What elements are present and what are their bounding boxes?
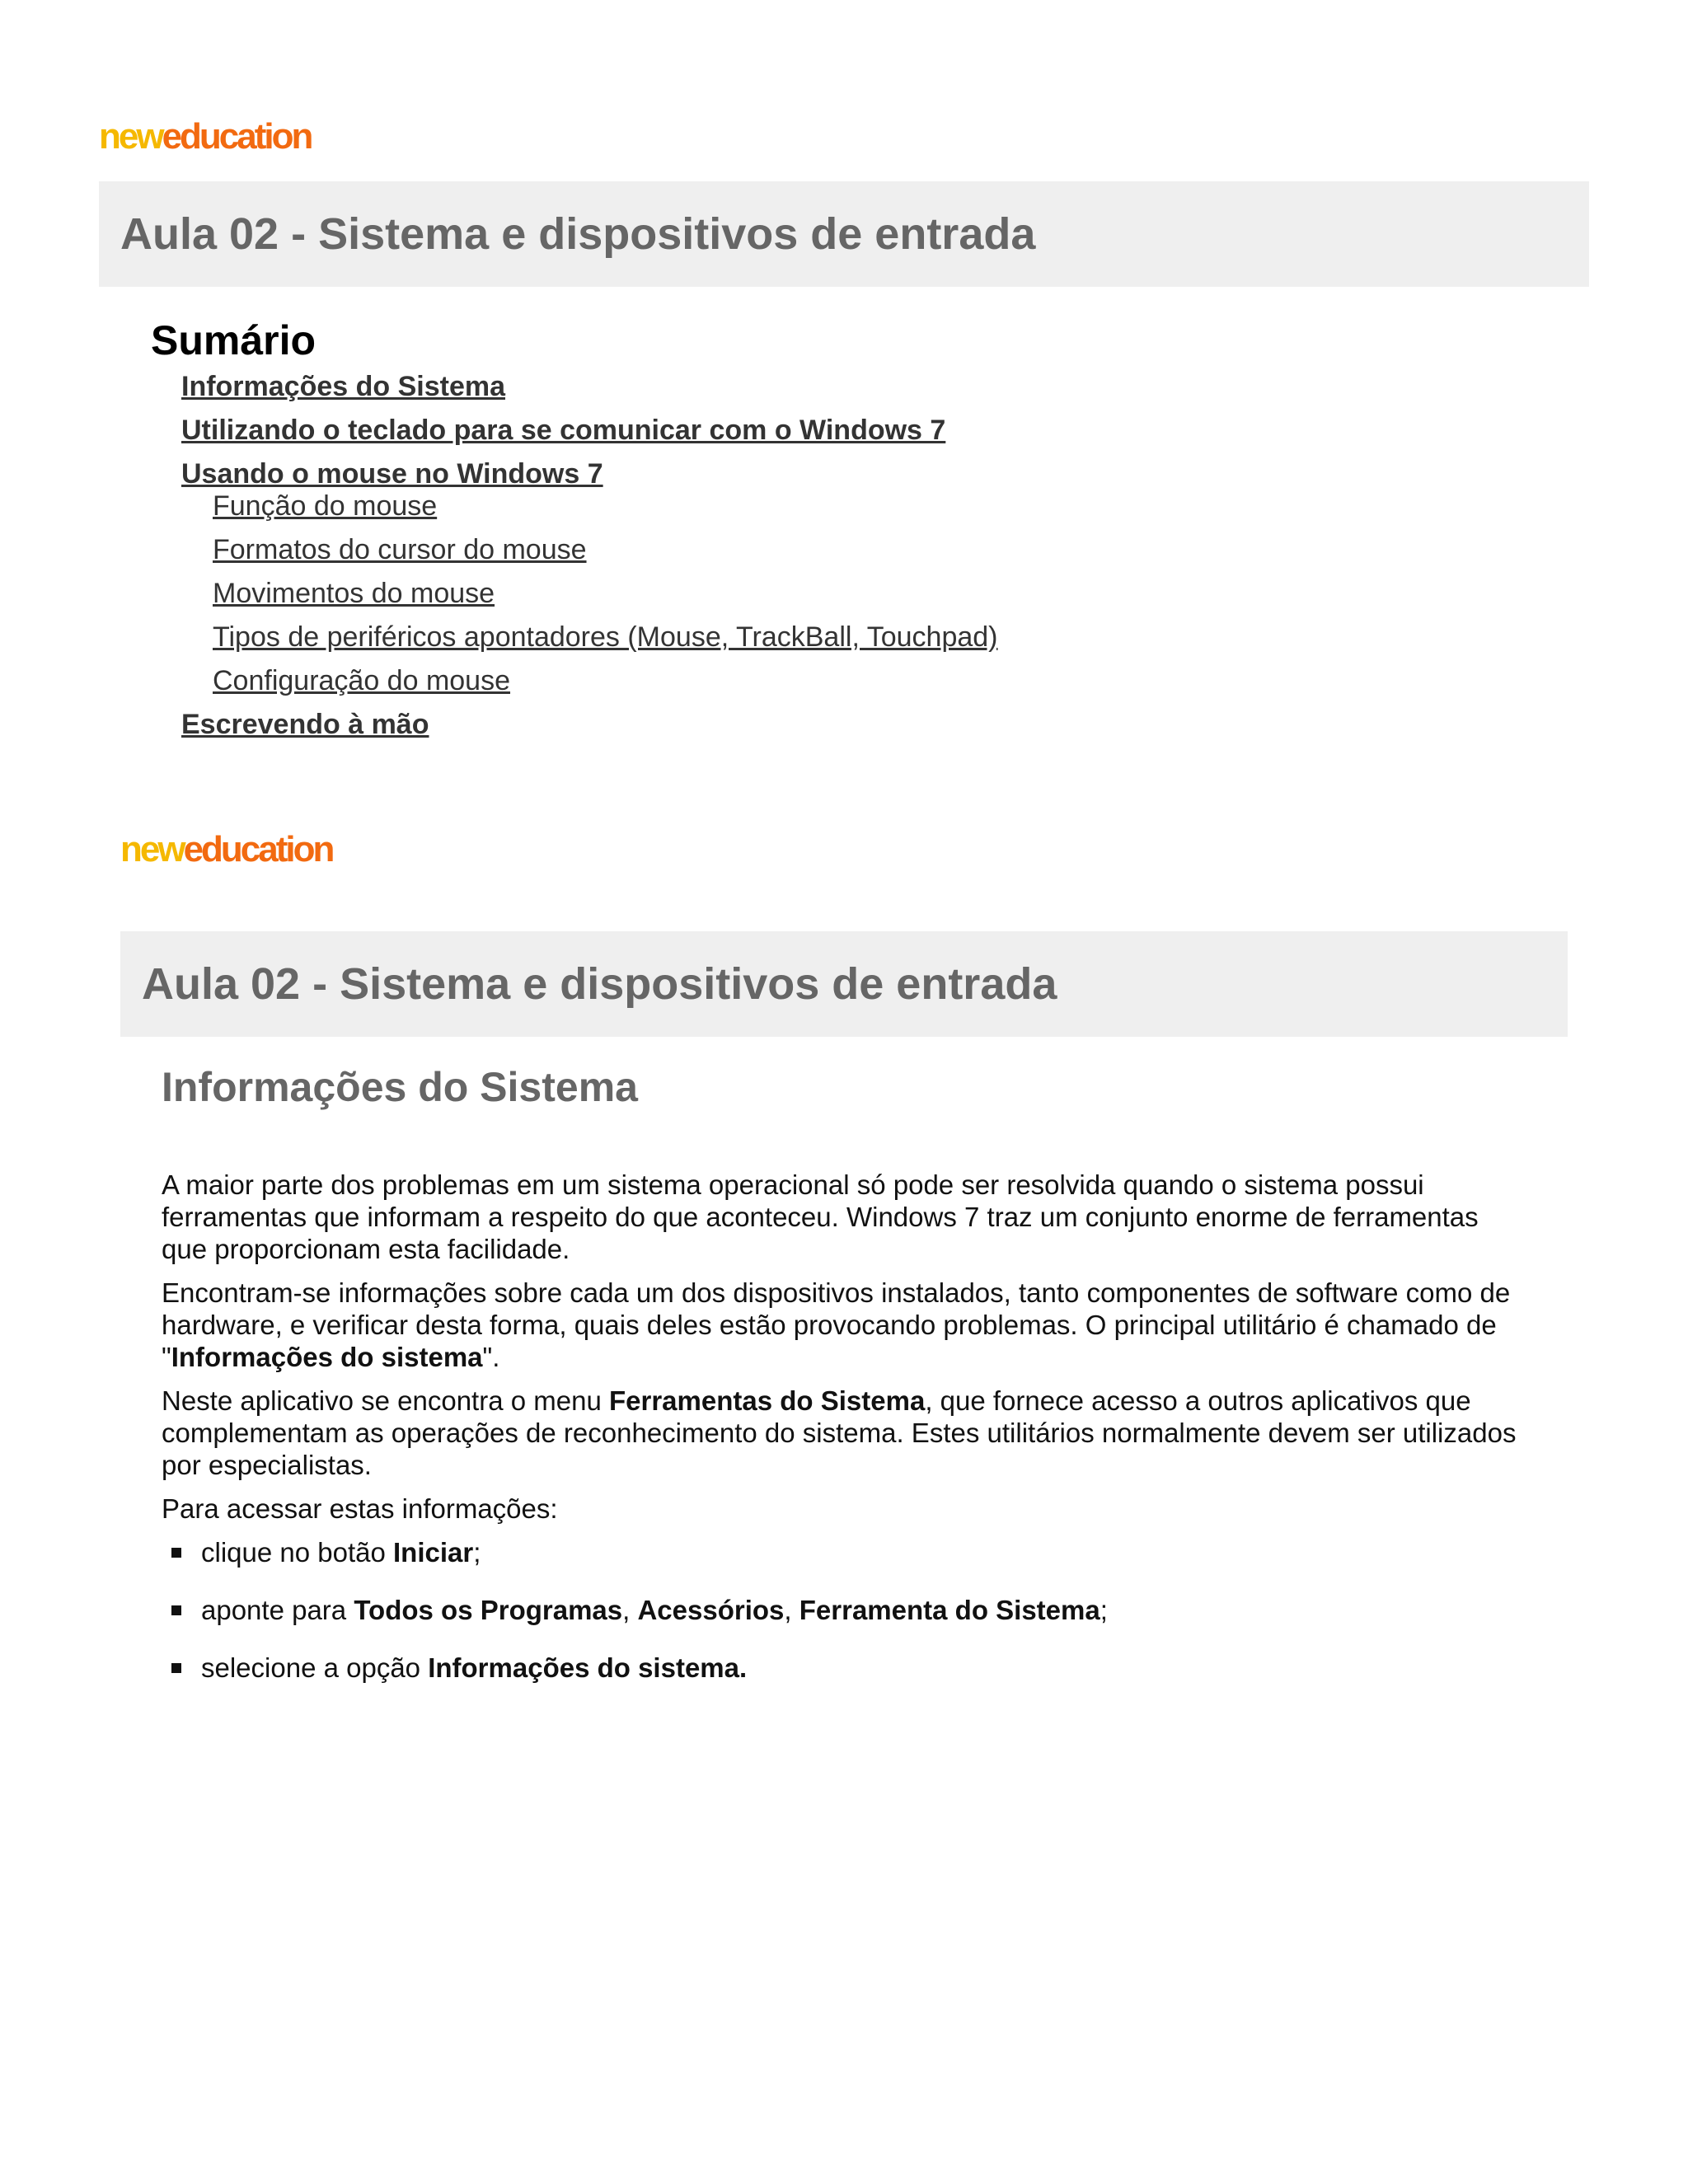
step-bold: Acessórios: [637, 1595, 785, 1625]
list-item-text: [201, 1536, 481, 1568]
toc-item: [151, 458, 1387, 490]
step-text: ;: [473, 1537, 481, 1568]
toc-subitem: [151, 534, 1387, 566]
lesson-title: Aula 02 - Sistema e dispositivos de entrada: [120, 209, 1036, 259]
toc-subitem: [151, 665, 1387, 697]
paragraph: [162, 1385, 1530, 1481]
toc-link-formatos-do-cursor[interactable]: Formatos do cursor do mouse: [213, 534, 587, 565]
step-text: ,: [784, 1595, 799, 1625]
step-bold: Todos os Programas: [354, 1595, 623, 1625]
toc-item: [151, 709, 1387, 741]
paragraph-text: ".: [482, 1342, 500, 1372]
lesson-title: Aula 02 - Sistema e dispositivos de entrada: [142, 959, 1057, 1009]
toc-link-funcao-do-mouse[interactable]: Função do mouse: [213, 490, 438, 522]
neweducation-logo: [120, 829, 333, 869]
logo-new: new: [99, 116, 162, 157]
step-text: selecione a opção: [201, 1652, 429, 1683]
step-text: ,: [622, 1595, 638, 1625]
paragraph-text: , que fornece acesso a outros aplicativos que complementam as operações de reconhecimento do sistema. Estes utilitários normalmente devem ser utilizados por especialistas.: [162, 1385, 1517, 1480]
square-bullet-icon: [171, 1548, 181, 1558]
list-item-text: [201, 1594, 1108, 1626]
toc-link-tipos-de-perifericos[interactable]: Tipos de periféricos apontadores (Mouse, TrackBall, Touchpad): [213, 621, 998, 653]
toc-link-utilizando-o-teclado[interactable]: Utilizando o teclado para se comunicar com o Windows 7: [181, 415, 946, 446]
logo-new: new: [120, 829, 184, 869]
toc-subitem: [151, 621, 1387, 654]
toc-subitem: [151, 490, 1387, 523]
logo-education: education: [183, 829, 333, 869]
table-of-contents: [151, 371, 1387, 741]
square-bullet-icon: [171, 1605, 181, 1615]
toc-link-escrevendo-a-mao[interactable]: Escrevendo à mão: [181, 709, 429, 740]
toc-item: [151, 371, 1387, 403]
square-bullet-icon: [171, 1663, 181, 1673]
lesson-title-bar: [120, 931, 1568, 1037]
steps-list: [162, 1536, 1530, 1684]
list-item: [162, 1536, 1530, 1568]
list-item: [162, 1652, 1530, 1684]
paragraph-bold: Informações do sistema: [171, 1342, 483, 1372]
toc-link-usando-o-mouse[interactable]: Usando o mouse no Windows 7: [181, 458, 603, 490]
paragraph-text: Encontram-se informações sobre cada um dos dispositivos instalados, tanto componentes de software como de hardware, e verificar desta forma, quais deles estão provocando problemas. O principal utilitário é chamado de ": [162, 1277, 1511, 1372]
neweducation-logo: [99, 116, 312, 157]
toc-item: [151, 415, 1387, 447]
paragraph: [162, 1277, 1530, 1373]
paragraph: A maior parte dos problemas em um sistema operacional só pode ser resolvida quando o sistema possui ferramentas que informam a respeito do que aconteceu. Windows 7 traz um conjunto enorme de ferramentas que proporcionam esta facilidade.: [162, 1169, 1479, 1264]
step-bold: Informações do sistema.: [428, 1652, 748, 1683]
paragraph-text: Neste aplicativo se encontra o menu: [162, 1385, 609, 1416]
list-item: [162, 1594, 1530, 1626]
step-bold: Iniciar: [393, 1537, 474, 1568]
section-heading: Informações do Sistema: [162, 1064, 638, 1110]
summary-heading: Sumário: [151, 317, 316, 363]
step-bold: Ferramenta do Sistema: [799, 1595, 1100, 1625]
step-text: ;: [1100, 1595, 1108, 1625]
section-content: [162, 1063, 1530, 1709]
toc-link-informacoes-do-sistema[interactable]: Informações do Sistema: [181, 371, 506, 402]
toc-link-movimentos-do-mouse[interactable]: Movimentos do mouse: [213, 578, 495, 609]
paragraph: Para acessar estas informações:: [162, 1493, 558, 1524]
toc-link-configuracao-do-mouse[interactable]: Configuração do mouse: [213, 665, 511, 696]
summary-section: [151, 316, 1387, 741]
step-text: clique no botão: [201, 1537, 394, 1568]
step-text: aponte para: [201, 1595, 354, 1625]
list-item-text: [201, 1652, 747, 1684]
lesson-title-bar: [99, 181, 1589, 287]
paragraph-bold: Ferramentas do Sistema: [608, 1385, 926, 1416]
logo-education: education: [162, 116, 312, 157]
toc-subitem: [151, 578, 1387, 610]
